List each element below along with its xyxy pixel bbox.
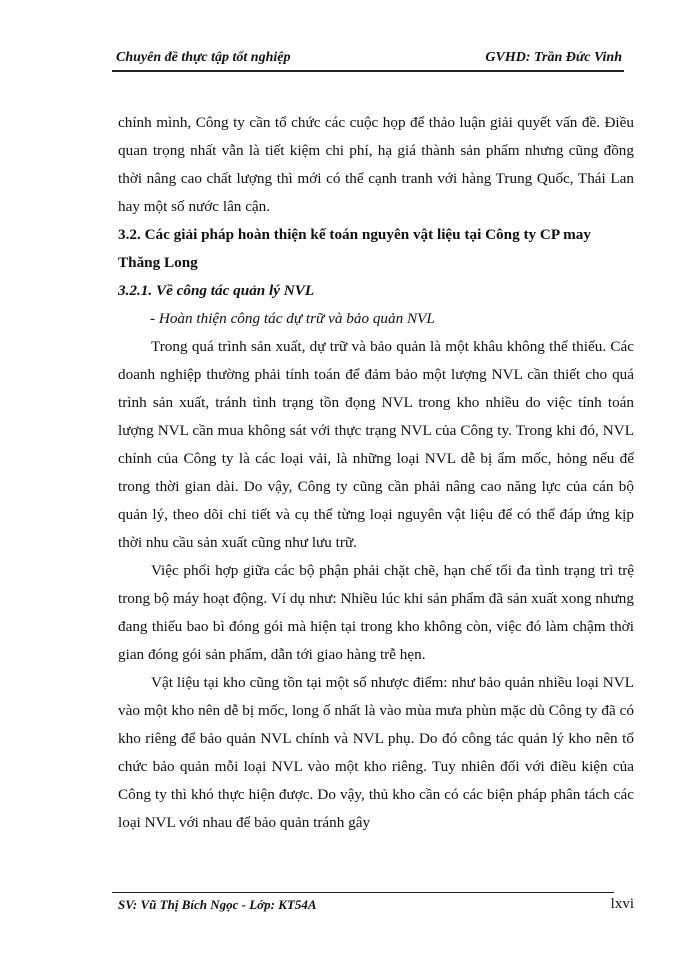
- paragraph: Việc phối hợp giữa các bộ phận phải chặt chẽ, hạn chế tối đa tình trạng trì trệ trong bộ máy hoạt động. Ví dụ như: Nhiều lúc khi sản phẩm đã sản xuất xong nhưng đang thiếu bao bì đóng gói mà hiện tại trong kho không còn, việc đó làm chậm thời gian đóng gói sản phẩm, dẫn tới giao hàng trễ hẹn.: [118, 562, 634, 663]
- footer-student-info: SV: Vũ Thị Bích Ngọc - Lớp: KT54A: [118, 897, 317, 912]
- page-body: [118, 109, 634, 837]
- paragraph: Vật liệu tại kho cũng tồn tại một số nhược điểm: như bảo quản nhiều loại NVL vào một kho nên dễ bị mốc, long ố nhất là vào mùa mưa phùn mặc dù Công ty đã có kho riêng để bảo quản NVL chính và NVL phụ. Do đó công tác quản lý kho nên tổ chức bảo quản mỗi loại NVL vào một kho riêng. Tuy nhiên đối với điều kiện của Công ty thì khó thực hiện được. Do vậy, thủ kho cần có các biện pháp phân tách các loại NVL với nhau để bảo quản tránh gây: [118, 674, 634, 831]
- header-left-title: Chuyên đề thực tập tốt nghiệp: [116, 50, 291, 65]
- page-number: lxvi: [610, 896, 634, 912]
- subsection-heading: 3.2.1. Về công tác quản lý NVL: [118, 282, 315, 299]
- header-right-supervisor: GVHD: Trần Đức Vinh: [485, 50, 622, 65]
- page-header: [112, 48, 624, 72]
- paragraph: Trong quá trình sản xuất, dự trữ và bảo quản là một khâu không thể thiếu. Các doanh nghiệp thường phải tính toán để đảm bảo một lượng NVL cần thiết cho quá trình sản xuất, tránh tình trạng tồn đọng NVL trong kho nhiều do việc tính toán lượng NVL cần mua không sát với thực trạng NVL của Công ty. Trong khi đó, NVL chính của Công ty là các loại vải, là những loại NVL dễ bị ẩm mốc, hỏng nếu để trong thời gian dài. Do vậy, Công ty cũng cần phải nâng cao năng lực của cán bộ quản lý, theo dõi chi tiết và cụ thể từng loại nguyên vật liệu để có thể đáp ứng kịp thời nhu cầu sản xuất cũng như lưu trữ.: [118, 338, 634, 551]
- paragraph-continuation: chính mình, Công ty cần tổ chức các cuộc họp để thảo luận giải quyết vấn đề. Điều quan trọng nhất vẫn là tiết kiệm chi phí, hạ giá thành sản phẩm nhưng cũng đồng thời nâng cao chất lượng thì mới có thể cạnh tranh với hàng Trung Quốc, Thái Lan hay một số nước lân cận.: [118, 114, 634, 215]
- footer-divider: [112, 892, 614, 893]
- bullet-subheading: - Hoàn thiện công tác dự trữ và bảo quản NVL: [150, 310, 435, 327]
- section-heading: 3.2. Các giải pháp hoàn thiện kế toán nguyên vật liệu tại Công ty CP may Thăng Long: [118, 226, 591, 271]
